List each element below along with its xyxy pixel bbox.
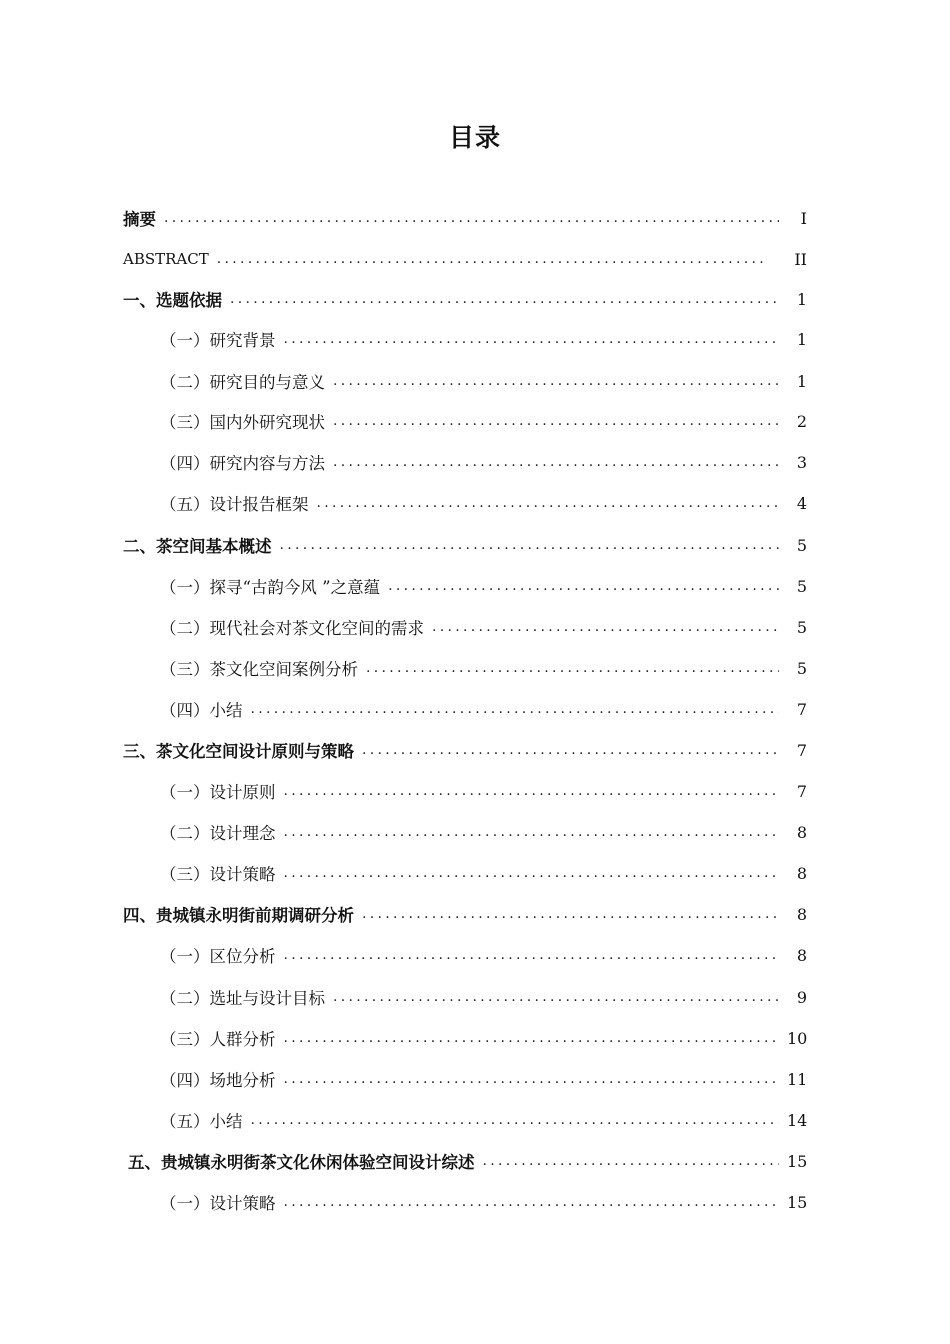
toc-entry-label: （三）人群分析 <box>160 1030 276 1049</box>
toc-entry[interactable] <box>160 573 807 599</box>
toc-entry-label: （二）研究目的与意义 <box>160 373 325 392</box>
dot-leader <box>432 619 779 635</box>
dot-leader <box>366 660 779 676</box>
toc-entry[interactable] <box>160 614 807 640</box>
toc-entry[interactable] <box>160 408 807 434</box>
toc-entry-page: 1 <box>796 329 807 349</box>
dot-leader <box>284 331 780 347</box>
dot-leader <box>388 578 779 594</box>
dot-leader <box>164 210 779 226</box>
dot-leader <box>362 906 779 922</box>
dot-leader <box>284 1071 780 1087</box>
toc-entry[interactable] <box>160 819 807 845</box>
dot-leader <box>284 824 780 840</box>
toc-entry[interactable] <box>160 368 807 394</box>
toc-entry-page: 5 <box>796 535 807 555</box>
toc-entry-page: 5 <box>796 576 807 596</box>
toc-entry[interactable] <box>128 1148 807 1174</box>
toc-entry-page: 2 <box>796 411 807 431</box>
toc-entry-label: （四）小结 <box>160 701 243 720</box>
toc-entry[interactable] <box>160 1025 807 1051</box>
toc-entry-label: （二）选址与设计目标 <box>160 989 325 1008</box>
dot-leader <box>333 373 779 389</box>
dot-leader <box>284 1030 780 1046</box>
toc-entry[interactable] <box>123 901 807 927</box>
toc-entry-page: 3 <box>796 452 807 472</box>
toc-entry[interactable] <box>160 1189 807 1215</box>
dot-leader <box>333 413 779 429</box>
toc-entry-label: 一、选题依据 <box>123 291 222 310</box>
toc-entry-label: （三）国内外研究现状 <box>160 413 325 432</box>
toc-entry-label: 三、茶文化空间设计原则与策略 <box>123 742 354 761</box>
toc-entry-page: I <box>800 208 807 228</box>
toc-entry-page: 7 <box>796 781 807 801</box>
toc-entry-label: （四）场地分析 <box>160 1071 276 1090</box>
toc-entry-page: 15 <box>787 1151 808 1171</box>
dot-leader <box>251 701 780 717</box>
toc-entry[interactable] <box>160 1107 807 1133</box>
toc-entry-label: （一）探寻“古韵今风 ”之意蕴 <box>160 578 381 597</box>
toc-entry[interactable] <box>123 286 807 312</box>
dot-leader <box>333 454 779 470</box>
toc-entry-page: 8 <box>796 904 807 924</box>
toc-entry-page: 14 <box>787 1110 808 1130</box>
dot-leader <box>230 291 779 307</box>
toc-entry-label: （一）区位分析 <box>160 947 276 966</box>
dot-leader <box>333 989 779 1005</box>
toc-entry-page: 15 <box>787 1192 808 1212</box>
toc-entry[interactable] <box>160 449 807 475</box>
toc-entry-label: （四）研究内容与方法 <box>160 454 325 473</box>
toc-entry-label: （五）小结 <box>160 1112 243 1131</box>
dot-leader <box>284 783 780 799</box>
dot-leader <box>251 1112 780 1128</box>
dot-leader <box>284 1194 780 1210</box>
toc-entry-label: 摘要 <box>123 210 156 229</box>
toc-entry[interactable] <box>160 490 807 516</box>
toc-entry-label: 四、贵城镇永明街前期调研分析 <box>123 906 354 925</box>
toc-entry[interactable] <box>160 655 807 681</box>
toc-entry[interactable] <box>160 696 807 722</box>
toc-entry-page: 1 <box>796 289 807 309</box>
toc-entry-label: （二）现代社会对茶文化空间的需求 <box>160 619 424 638</box>
dot-leader <box>284 865 780 881</box>
dot-leader <box>284 947 780 963</box>
toc-entry-label: （一）设计原则 <box>160 783 276 802</box>
toc-entry[interactable] <box>160 778 807 804</box>
dot-leader <box>317 495 780 511</box>
toc-entry-page: 7 <box>796 740 807 760</box>
toc-entry-label: 二、茶空间基本概述 <box>123 537 272 556</box>
toc-entry[interactable] <box>160 326 807 352</box>
toc-entry-page: 4 <box>796 493 807 513</box>
toc-entry-label: ABSTRACT <box>123 250 209 268</box>
toc-entry-page: 10 <box>787 1028 808 1048</box>
toc-entry[interactable] <box>160 984 807 1010</box>
toc-entry-label: 五、贵城镇永明街茶文化休闲体验空间设计综述 <box>128 1153 475 1172</box>
toc-entry-label: （三）设计策略 <box>160 865 276 884</box>
toc-entry[interactable] <box>123 246 807 272</box>
dot-leader <box>483 1153 780 1169</box>
toc-entry-label: （五）设计报告框架 <box>160 495 309 514</box>
toc-entry-label: （二）设计理念 <box>160 824 276 843</box>
toc-entry-label: （三）茶文化空间案例分析 <box>160 660 358 679</box>
dot-leader <box>362 742 779 758</box>
dot-leader <box>217 251 763 267</box>
toc-entry-page: 7 <box>796 699 807 719</box>
toc-entry[interactable] <box>160 1066 807 1092</box>
toc-title: 目录 <box>448 123 501 152</box>
dot-leader <box>280 537 780 553</box>
toc-entry-page: 9 <box>796 987 807 1007</box>
toc-entry[interactable] <box>123 205 807 231</box>
toc-entry-label: （一）设计策略 <box>160 1194 276 1213</box>
toc-entry[interactable] <box>160 942 807 968</box>
toc-entry-page: 5 <box>796 617 807 637</box>
toc-entry-page: 1 <box>796 371 807 391</box>
toc-entry-page: II <box>794 249 807 269</box>
toc-entry-page: 5 <box>796 658 807 678</box>
toc-entry-page: 11 <box>787 1069 808 1089</box>
toc-entry[interactable] <box>123 532 807 558</box>
toc-entry-page: 8 <box>796 945 807 965</box>
toc-entry-page: 8 <box>796 863 807 883</box>
toc-entry[interactable] <box>160 860 807 886</box>
toc-entry-label: （一）研究背景 <box>160 331 276 350</box>
toc-entry-page: 8 <box>796 822 807 842</box>
toc-entry[interactable] <box>123 737 807 763</box>
